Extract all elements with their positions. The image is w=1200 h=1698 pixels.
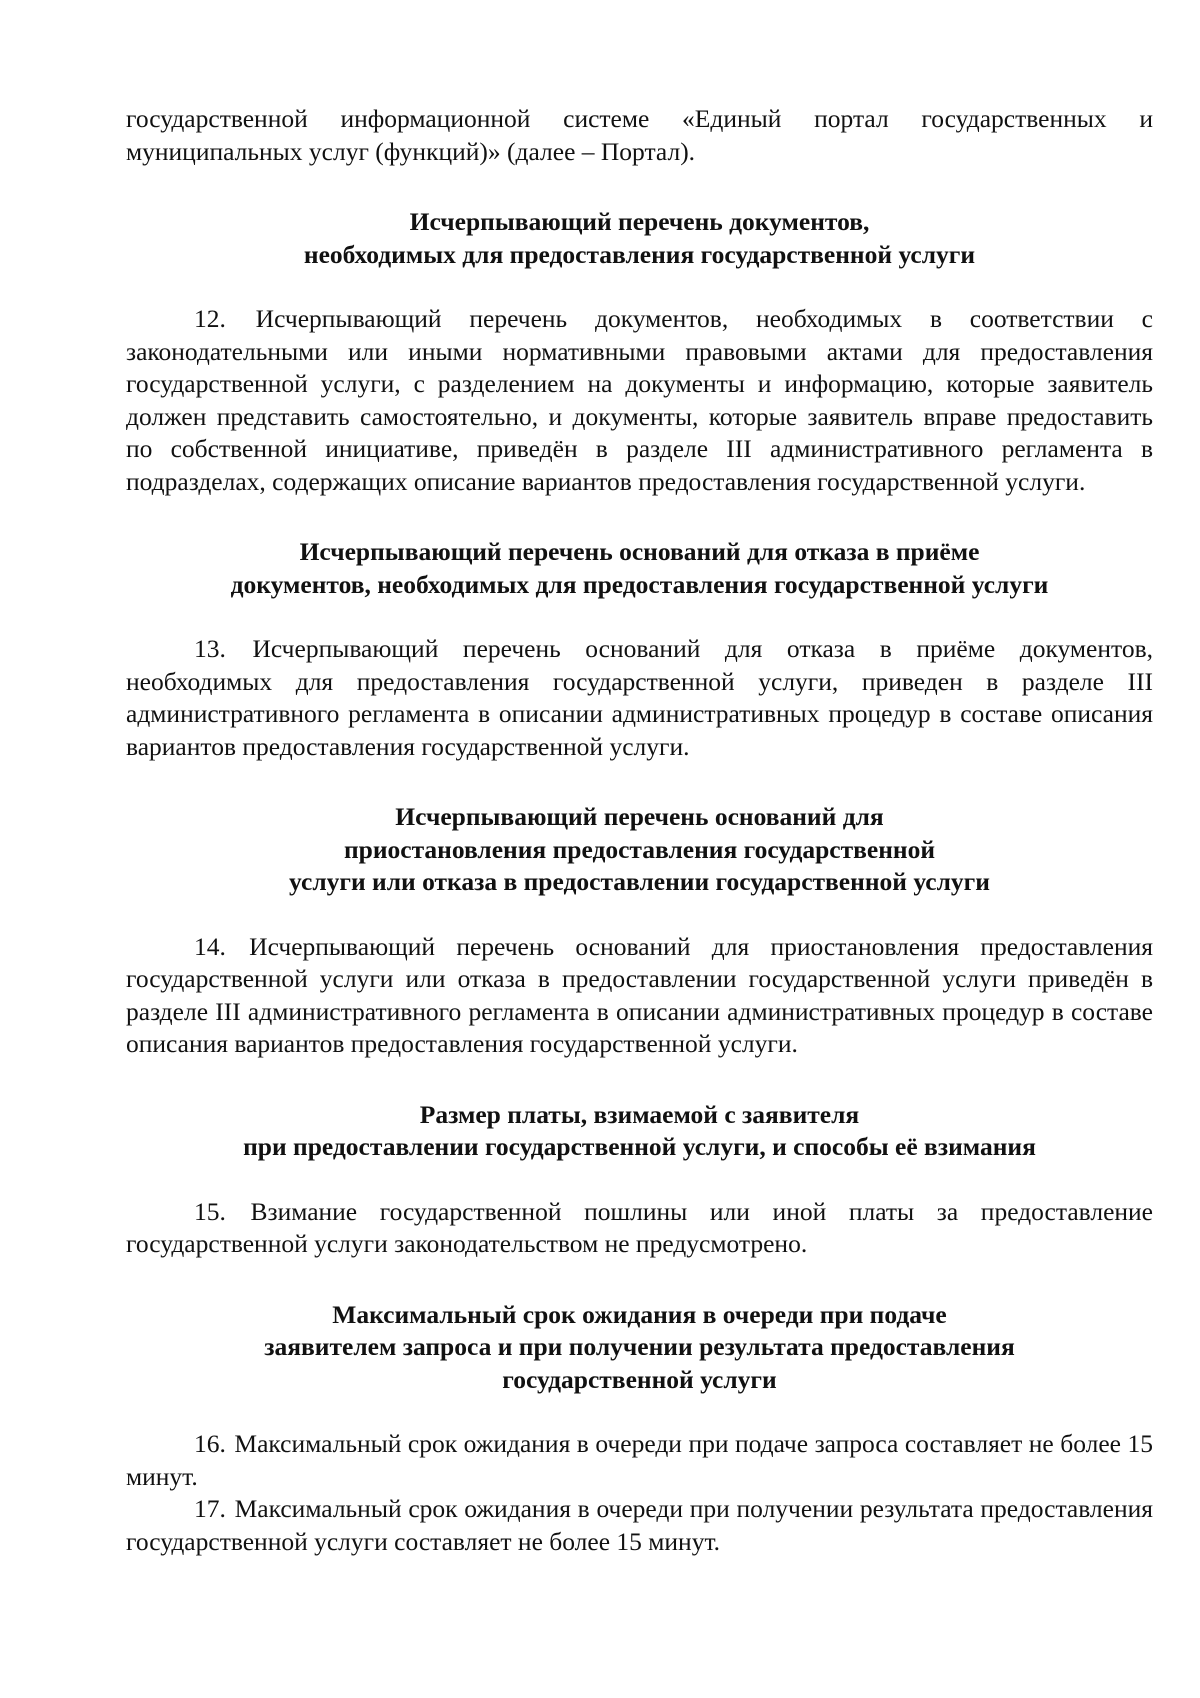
clause-number: 14.	[194, 931, 226, 961]
heading-line: документов, необходимых для предоставления государственной услуги	[230, 569, 1049, 599]
clause-text: Взимание государственной пошлины или иной платы за предоставление государственной услуги законодательством не предусмотрено.	[126, 1196, 1153, 1258]
clause-number: 13.	[194, 634, 226, 663]
clause-text: Максимальный срок ожидания в очереди при подаче запроса составляет не более 15 минут.	[126, 1429, 1154, 1491]
clause-paragraph	[126, 303, 1153, 498]
heading-line: при предоставлении государственной услуги, и способы её взимания	[243, 1132, 1036, 1161]
continuation-paragraph: государственной информационной системе «Единый портал государственных и муниципальных услуг (функций)» (далее – Портал).	[126, 104, 1153, 166]
section-heading	[126, 1099, 1153, 1164]
document-body	[126, 103, 1153, 1558]
clause-number: 15.	[194, 1196, 226, 1226]
clause-text: Исчерпывающий перечень оснований для приостановления предоставления государственной услуги или отказа в предоставлении государственной услуги приведён в разделе III административного регламента в описании административных процедур в составе описания вариантов предоставления государственной услуги.	[126, 931, 1153, 1058]
heading-line: Исчерпывающий перечень оснований для отказа в приёме	[299, 537, 980, 566]
clause-paragraph	[126, 633, 1153, 763]
clause-number: 12.	[194, 304, 226, 333]
heading-line: Максимальный срок ожидания в очереди при подаче	[332, 1299, 947, 1329]
clause-paragraph	[126, 1428, 1153, 1493]
heading-line: государственной услуги	[502, 1364, 777, 1394]
clause-text: Исчерпывающий перечень оснований для отказа в приёме документов, необходимых для предоставления государственной услуги, приведен в разделе III административного регламента в описании административных процедур в составе описания вариантов предоставления государственной услуги.	[126, 634, 1153, 761]
section-documents-list	[126, 206, 1153, 498]
section-heading	[126, 206, 1153, 271]
clause-paragraph	[126, 1196, 1153, 1261]
clause-text: Исчерпывающий перечень документов, необходимых в соответствии с законодательными или иными нормативными правовыми актами для предоставления государственной услуги, с разделением на документы и информацию, которые заявитель должен представить самостоятельно, и документы, которые заявитель вправе предоставить по собственной инициативе, приведён в разделе III административного регламента в подразделах, содержащих описание вариантов предоставления государственной услуги.	[126, 304, 1153, 496]
heading-line: услуги или отказа в предоставлении государственной услуги	[289, 867, 990, 896]
heading-line: приостановления предоставления государственной	[343, 834, 936, 864]
clause-paragraph	[126, 931, 1153, 1061]
clause-number: 17.	[194, 1494, 226, 1523]
heading-line: заявителем запроса и при получении результата предоставления	[264, 1332, 1015, 1361]
section-heading	[126, 801, 1153, 899]
heading-line: Исчерпывающий перечень документов,	[409, 207, 870, 236]
section-heading	[126, 536, 1153, 601]
section-refusal-grounds	[126, 536, 1153, 763]
section-fee	[126, 1099, 1153, 1261]
section-heading	[126, 1299, 1153, 1397]
clause-number: 16.	[194, 1429, 226, 1458]
clause-text: Максимальный срок ожидания в очереди при получении результата предоставления государственной услуги составляет не более 15 минут.	[126, 1494, 1153, 1556]
section-queue-time	[126, 1299, 1153, 1559]
heading-line: Размер платы, взимаемой с заявителя	[419, 1099, 860, 1129]
clause-paragraph	[126, 1493, 1153, 1558]
heading-line: необходимых для предоставления государственной услуги	[303, 239, 976, 269]
heading-line: Исчерпывающий перечень оснований для	[395, 802, 884, 831]
section-suspension-grounds	[126, 801, 1153, 1061]
